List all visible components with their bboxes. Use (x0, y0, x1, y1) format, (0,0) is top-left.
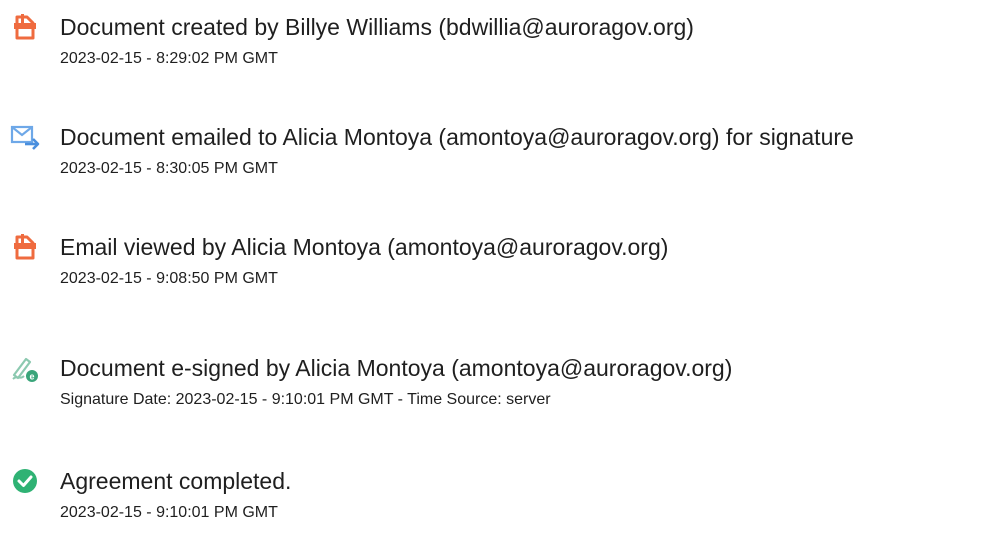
svg-text:e: e (29, 371, 35, 382)
event-title: Email viewed by Alicia Montoya (amontoya@auroragov.org) (60, 234, 669, 260)
event-timestamp: Signature Date: 2023-02-15 - 9:10:01 PM GMT - Time Source: server (60, 391, 551, 408)
document-icon (10, 232, 40, 262)
email-sent-icon (10, 122, 40, 152)
audit-event-created (0, 12, 984, 92)
document-icon (10, 12, 40, 42)
audit-event-viewed (0, 232, 984, 312)
event-timestamp: 2023-02-15 - 9:10:01 PM GMT (60, 504, 278, 521)
event-title: Agreement completed. (60, 468, 292, 494)
audit-event-emailed (0, 122, 984, 202)
audit-event-completed (0, 466, 984, 546)
audit-event-signed (0, 353, 984, 433)
event-timestamp: 2023-02-15 - 9:08:50 PM GMT (60, 270, 278, 287)
event-title: Document e-signed by Alicia Montoya (amontoya@auroragov.org) (60, 355, 733, 381)
check-circle-icon (10, 466, 40, 496)
event-timestamp: 2023-02-15 - 8:29:02 PM GMT (60, 50, 278, 67)
e-sign-icon (10, 353, 40, 383)
event-timestamp: 2023-02-15 - 8:30:05 PM GMT (60, 160, 278, 177)
event-title: Document emailed to Alicia Montoya (amontoya@auroragov.org) for signature (60, 124, 854, 150)
event-title: Document created by Billye Williams (bdwillia@auroragov.org) (60, 14, 694, 40)
